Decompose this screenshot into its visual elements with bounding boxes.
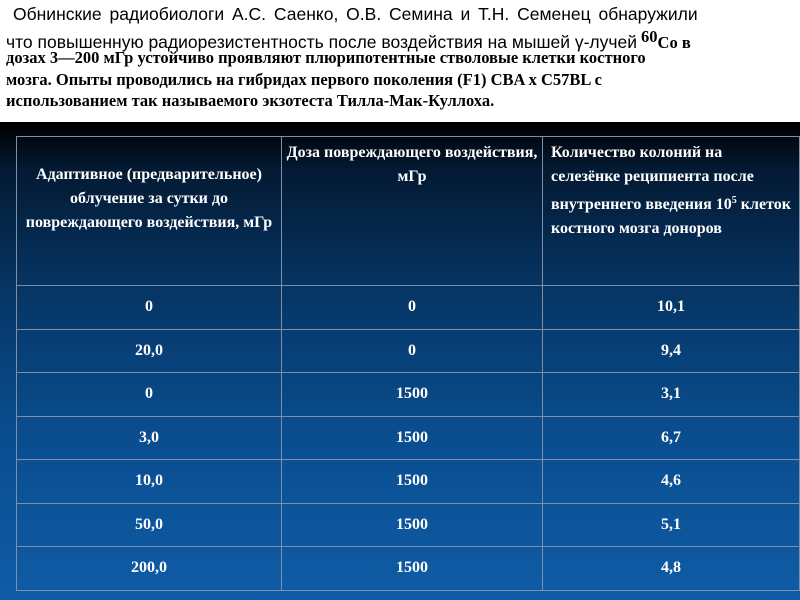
isotope-mass-number: 60 [641, 26, 658, 46]
table-row [17, 547, 800, 591]
cell-colonies: 10,1 [543, 286, 800, 330]
header-colony-count-b: клеток костного мозга доноров [551, 196, 791, 237]
header-colony-count-sup: 5 [731, 195, 737, 206]
intro-line-4: мозга. Опыты проводились на гибридах первого поколения (F1) CBA x C57BL с [6, 69, 602, 89]
intro-line-2 [6, 26, 794, 52]
table-row [17, 460, 800, 504]
cell-colonies: 6,7 [543, 416, 800, 460]
cell-dose: 1500 [282, 373, 543, 417]
cell-dose: 1500 [282, 503, 543, 547]
table-row [17, 416, 800, 460]
cell-dose: 1500 [282, 416, 543, 460]
cell-adaptive: 50,0 [17, 503, 282, 547]
cell-colonies: 3,1 [543, 373, 800, 417]
cell-colonies: 4,8 [543, 547, 800, 591]
intro-line-2-text: что повышенную радиорезистентность после воздействия на мышей γ-лучей [6, 31, 638, 52]
cell-dose: 0 [282, 329, 543, 373]
cell-dose: 0 [282, 286, 543, 330]
table-row [17, 503, 800, 547]
cell-adaptive: 200,0 [17, 547, 282, 591]
header-colony-count [543, 137, 800, 286]
table-row [17, 373, 800, 417]
results-table [16, 136, 800, 591]
table-row [17, 329, 800, 373]
intro-line-2-end: Co в [657, 32, 691, 52]
cell-adaptive: 3,0 [17, 416, 282, 460]
intro-line-3: дозах 3—200 мГр устойчиво проявляют плюрипотентные стволовые клетки костного [6, 48, 646, 67]
cell-colonies: 4,6 [543, 460, 800, 504]
table-row [17, 286, 800, 330]
cell-adaptive: 10,0 [17, 460, 282, 504]
cell-adaptive: 0 [17, 286, 282, 330]
cell-colonies: 9,4 [543, 329, 800, 373]
table-panel [0, 122, 800, 600]
header-damaging-dose: Доза повреждающего воздействия, мГр [282, 137, 543, 286]
cell-adaptive: 0 [17, 373, 282, 417]
header-colony-count-a: Количество колоний на селезёнке реципиента после внутреннего введения 10 [551, 144, 754, 213]
cell-dose: 1500 [282, 547, 543, 591]
header-adaptive-dose: Адаптивное (предварительное) облучение за сутки до повреждающего воздействия, мГр [17, 137, 282, 286]
cell-colonies: 5,1 [543, 503, 800, 547]
table-header-row [17, 137, 800, 286]
intro-paragraph [0, 0, 800, 122]
intro-line-5: использованием так называемого экзотеста Тилла-Мак-Куллоха. [6, 91, 495, 110]
intro-line-1: Обнинские радиобиологи А.С. Саенко, О.В. Семина и Т.Н. Семенец обнаружили [13, 4, 698, 24]
cell-dose: 1500 [282, 460, 543, 504]
cell-adaptive: 20,0 [17, 329, 282, 373]
